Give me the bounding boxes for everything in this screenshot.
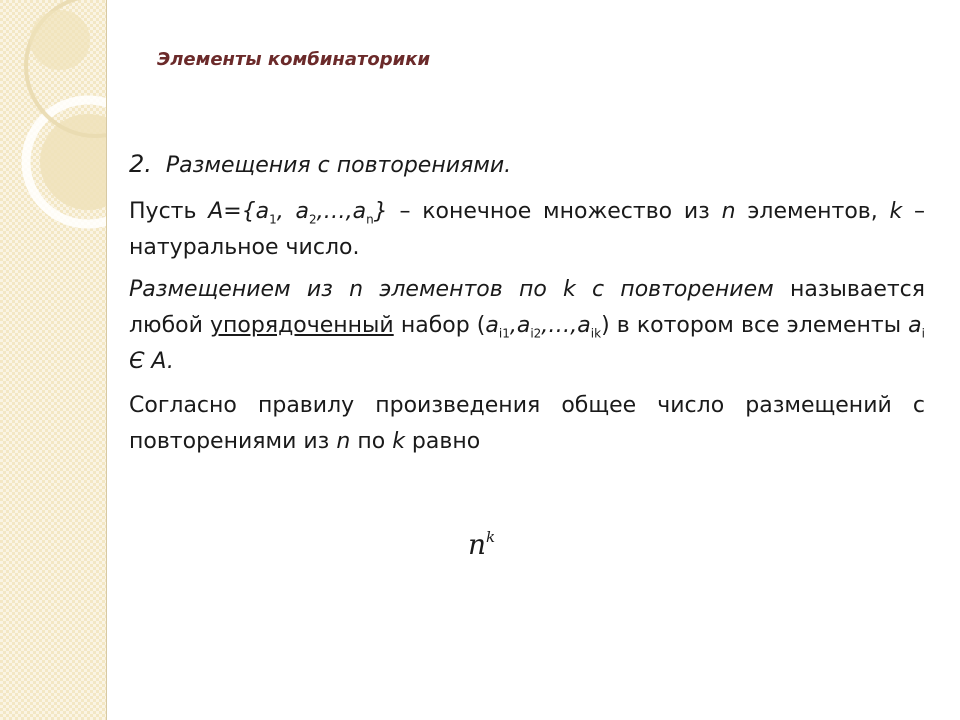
paragraph-definition-set: Пусть $A=\{a_1$, $a_2,\dots,a_n$} – конечное множество из n элементов, k – натуральное число. — [129, 199, 925, 260]
slide-title: Элементы комбинаторики — [157, 49, 431, 70]
section-heading-text: Размещения с повторениями. — [165, 153, 512, 178]
decorative-rings — [0, 0, 106, 720]
panel-divider — [106, 0, 107, 720]
section-heading — [129, 146, 925, 184]
underlined-term: упорядоченный — [210, 313, 394, 338]
slide-content — [129, 146, 925, 460]
paragraph-product-rule: Согласно правилу произведения общее число размещений с повторениями из n по k равно — [129, 393, 925, 454]
section-number: 2. — [129, 150, 152, 178]
formula-n-power-k: $n^k$ — [468, 528, 496, 561]
paragraph-definition-placement: Размещением из n элементов по k с повторением называется любой упорядоченный набор $(a_{i1},a_{i2},\dots,a_{ik})$ в котором все элементы $a_i$ Є A. — [129, 277, 926, 374]
decorative-side-panel — [0, 0, 106, 720]
